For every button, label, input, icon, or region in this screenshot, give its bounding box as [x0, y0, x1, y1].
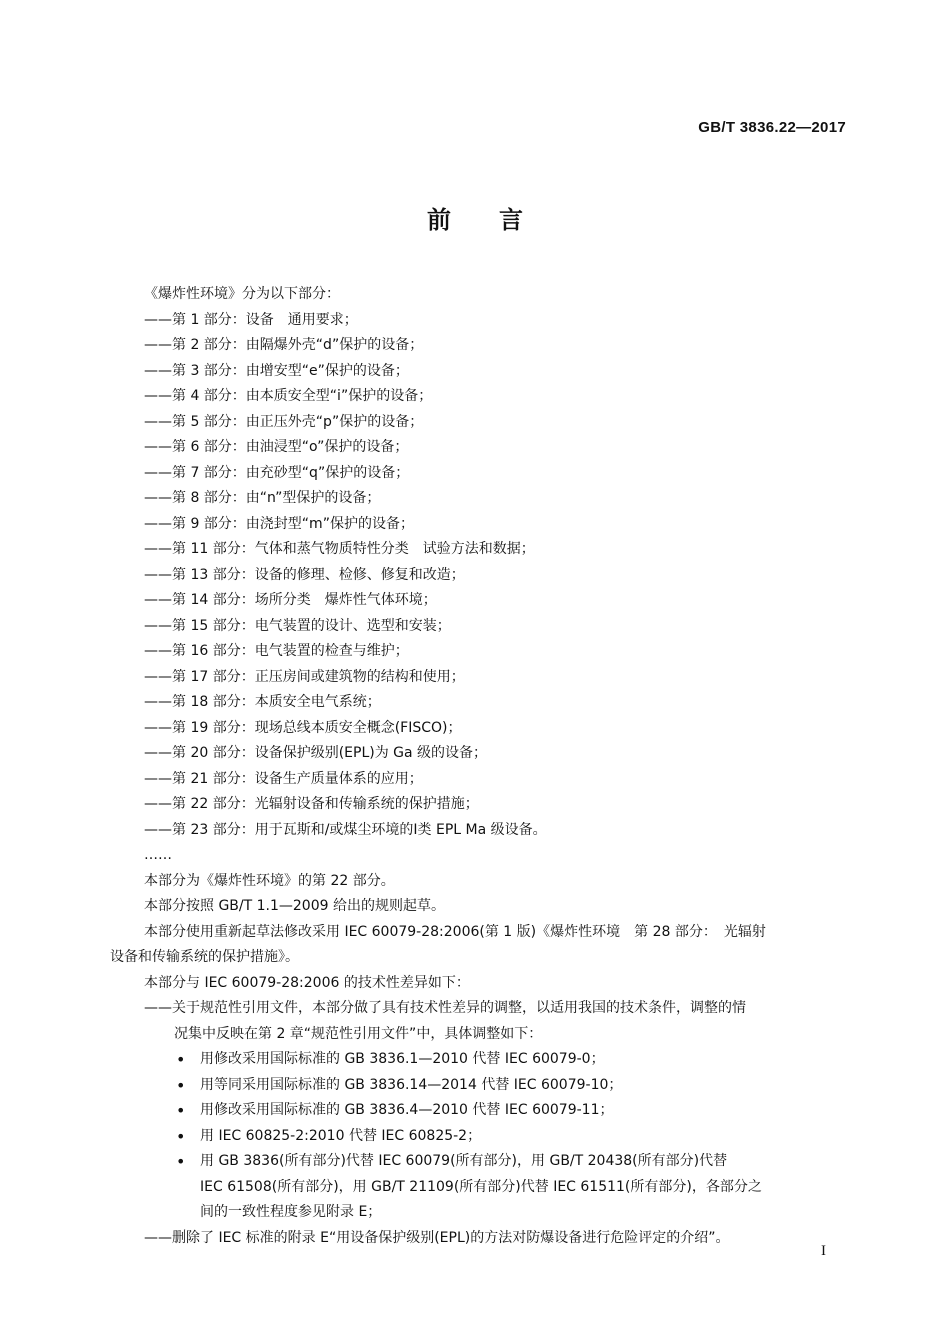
part-list-item: —— 第 13 部分：设备的修理、检修、修复和改造； — [110, 563, 846, 589]
part-list-item: —— 第 21 部分：设备生产质量体系的应用； — [110, 767, 846, 793]
bullet-item: • 用 IEC 60825-2:2010 代替 IEC 60825-2； — [110, 1124, 846, 1150]
part-list-item: —— 第 18 部分：本质安全电气系统； — [110, 690, 846, 716]
part-list-item: —— 第 9 部分：由浇封型“m”保护的设备； — [110, 512, 846, 538]
parts-list — [110, 308, 846, 844]
paragraph-adoption-line1: 本部分使用重新起草法修改采用 IEC 60079-28:2006(第 1 版)《爆炸性环境 第 28 部分： 光辐射 — [144, 923, 766, 940]
bullet-item: • 用 GB 3836(所有部分)代替 IEC 60079(所有部分)，用 GB/T 20438(所有部分)代替 — [110, 1149, 846, 1175]
bullet-item-continuation: 间的一致性程度参见附录 E； — [200, 1204, 382, 1220]
bullet-item-continuation: IEC 61508(所有部分)，用 GB/T 21109(所有部分)代替 IEC 61511(所有部分)，各部分之 — [200, 1178, 762, 1195]
ellipsis: …… — [144, 847, 172, 863]
intro-paragraph: 《爆炸性环境》分为以下部分： — [144, 286, 340, 302]
document-code: GB/T 3836.22—2017 — [698, 119, 846, 136]
bullet-item: • 用修改采用国际标准的 GB 3836.4—2010 代替 IEC 60079-11； — [110, 1098, 846, 1124]
part-list-item: —— 第 5 部分：由正压外壳“p”保护的设备； — [110, 410, 846, 436]
part-list-item: —— 第 7 部分：由充砂型“q”保护的设备； — [110, 461, 846, 487]
page-title: 前 言 — [427, 206, 523, 234]
part-list-item: —— 第 16 部分：电气装置的检查与维护； — [110, 639, 846, 665]
part-list-item: —— 第 15 部分：电气装置的设计、选型和安装； — [110, 614, 846, 640]
document-body — [110, 282, 846, 1251]
part-list-item: —— 第 1 部分：设备 通用要求； — [110, 308, 846, 334]
part-list-item: —— 第 11 部分：气体和蒸气物质特性分类 试验方法和数据； — [110, 537, 846, 563]
part-list-item: —— 第 14 部分：场所分类 爆炸性气体环境； — [110, 588, 846, 614]
part-list-item: —— 第 23 部分：用于瓦斯和/或煤尘环境的Ⅰ类 EPL Ma 级设备。 — [110, 818, 846, 844]
difference-item-annex-removed: —— 删除了 IEC 标准的附录 E“用设备保护级别(EPL)的方法对防爆设备进行危险评定的介绍”。 — [110, 1226, 846, 1252]
part-list-item: —— 第 20 部分：设备保护级别(EPL)为 Ga 级的设备； — [110, 741, 846, 767]
page-number: I — [821, 1243, 826, 1259]
part-list-item: —— 第 22 部分：光辐射设备和传输系统的保护措施； — [110, 792, 846, 818]
part-list-item: —— 第 3 部分：由增安型“e”保护的设备； — [110, 359, 846, 385]
bullet-item: • 用等同采用国际标准的 GB 3836.14—2014 代替 IEC 60079-10； — [110, 1073, 846, 1099]
bullet-list — [110, 1047, 846, 1149]
part-list-item: —— 第 19 部分：现场总线本质安全概念(FISCO)； — [110, 716, 846, 742]
part-list-item: —— 第 17 部分：正压房间或建筑物的结构和使用； — [110, 665, 846, 691]
bullet-item: • 用修改采用国际标准的 GB 3836.1—2010 代替 IEC 60079-0； — [110, 1047, 846, 1073]
part-list-item: —— 第 2 部分：由隔爆外壳“d”保护的设备； — [110, 333, 846, 359]
difference-item-references-line1: —— 关于规范性引用文件，本部分做了具有技术性差异的调整，以适用我国的技术条件，调整的情 — [110, 996, 846, 1022]
part-list-item: —— 第 8 部分：由“n”型保护的设备； — [110, 486, 846, 512]
paragraph-differences: 本部分与 IEC 60079-28:2006 的技术性差异如下： — [144, 974, 470, 991]
part-list-item: —— 第 4 部分：由本质安全型“i”保护的设备； — [110, 384, 846, 410]
paragraph-part-number: 本部分为《爆炸性环境》的第 22 部分。 — [144, 872, 395, 889]
part-list-item: —— 第 6 部分：由油浸型“o”保护的设备； — [110, 435, 846, 461]
difference-item-references-line2: 况集中反映在第 2 章“规范性引用文件”中，具体调整如下： — [174, 1025, 543, 1042]
paragraph-adoption-line2: 设备和传输系统的保护措施》。 — [110, 949, 299, 965]
paragraph-drafting-rules: 本部分按照 GB/T 1.1—2009 给出的规则起草。 — [144, 898, 445, 914]
